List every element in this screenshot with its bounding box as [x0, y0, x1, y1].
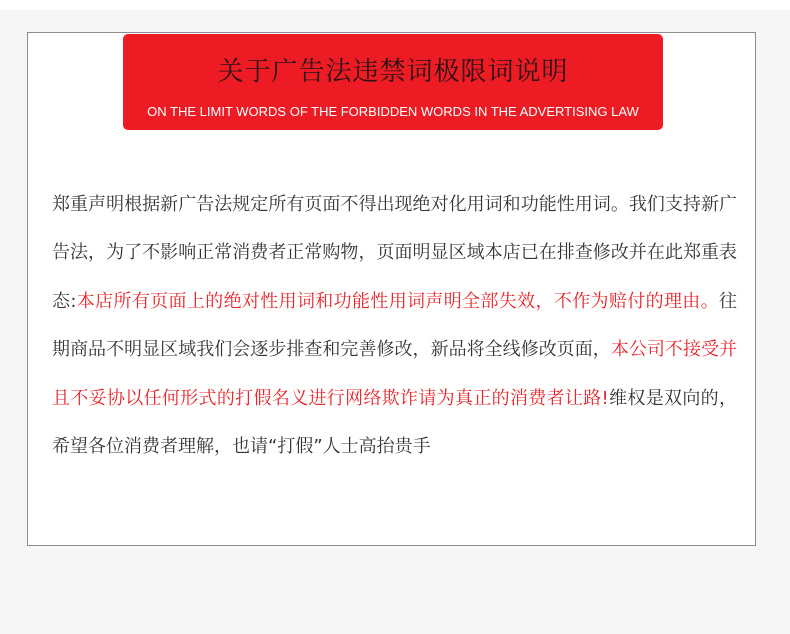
top-strip	[0, 0, 790, 10]
statement-text-3: 维权是双向的，希望各位消费者理解，也请“打假”人士高抬贵手	[52, 387, 737, 458]
statement-highlight-1: 本店所有页面上的绝对性用词和功能性用词声明全部失效，不作为赔付的理由。	[76, 290, 719, 312]
notice-box	[27, 32, 756, 546]
page-title: 关于广告法违禁词极限词说明	[217, 57, 569, 87]
title-banner	[123, 34, 663, 130]
statement-highlight-2: 本公司不接受并且不妥协以任何形式的打假名义进行网络欺诈请为真正的消费者让路!	[52, 339, 738, 409]
statement-text-2: 往期商品不明显区域我们会逐步排查和完善修改，新品将全线修改页面，	[52, 290, 737, 361]
page-subtitle: ON THE LIMIT WORDS OF THE FORBIDDEN WORDS IN THE ADVERTISING LAW	[147, 104, 639, 119]
statement-text-1: 郑重声明根据新广告法规定所有页面不得出现绝对化用词和功能性用词。我们支持新广告法，为了不影响正常消费者正常购物，页面明显区域本店已在排查修改并在此郑重表态:	[52, 194, 737, 312]
statement-paragraph	[52, 181, 737, 471]
